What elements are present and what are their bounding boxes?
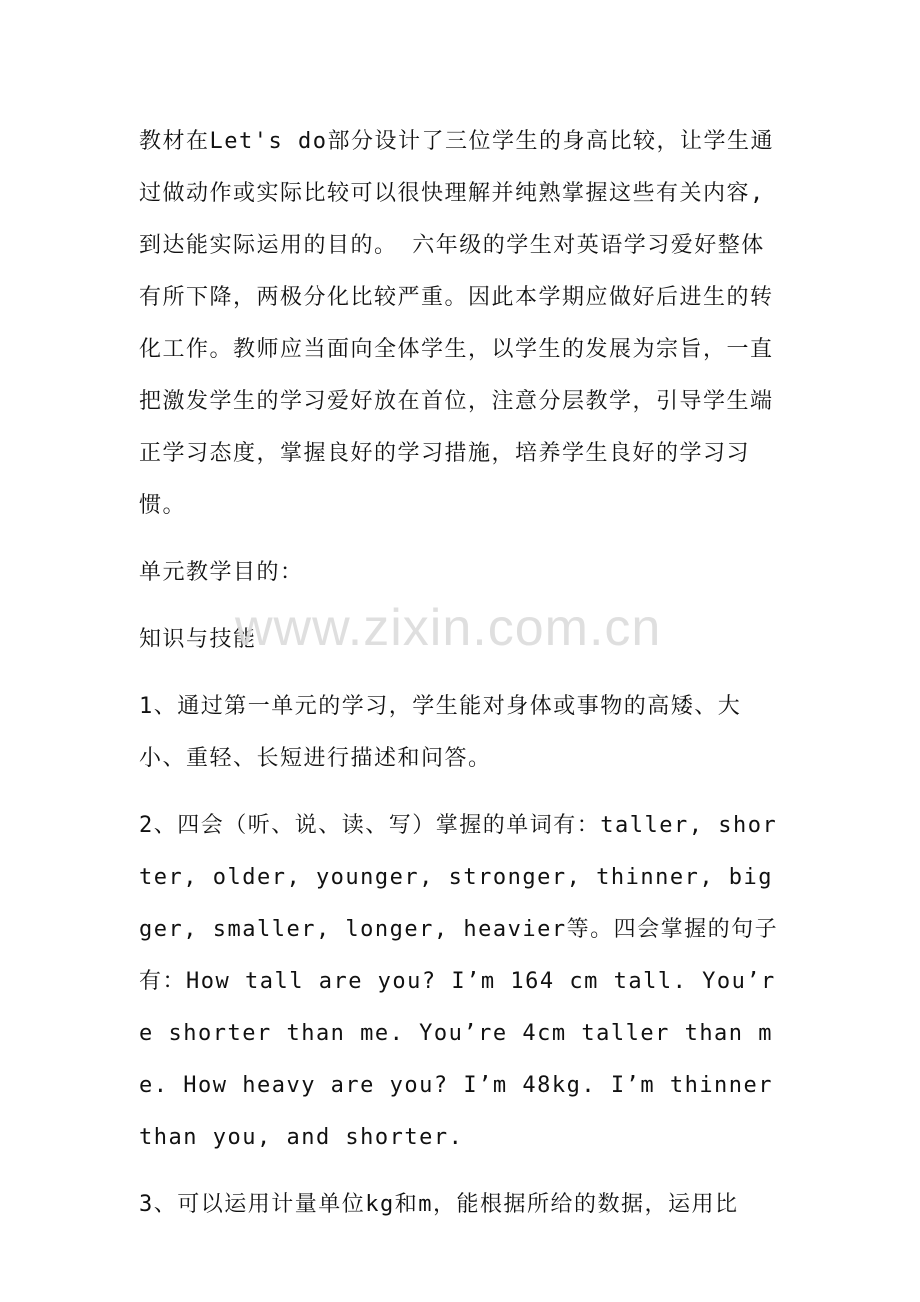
site-watermark: www.zixin.com.cn bbox=[235, 599, 662, 657]
goal-item-1: 1、通过第一单元的学习，学生能对身体或事物的高矮、大小、重轻、长短进行描述和问答。 bbox=[139, 694, 742, 771]
unit-goals-heading: 单元教学目的： bbox=[139, 560, 304, 585]
goal-item-2: 2、四会（听、说、读、写）掌握的单词有：taller, shorter, older, younger, stronger, thinner, bigger, smaller, longer, heavier等。四会掌握的句子有：How tall are you? I’m 164 cm tall. You’re shorter than me. You’re 4cm taller than me. How heavy are you? I’m 48kg. I’m thinner than you, and shorter. bbox=[139, 813, 779, 1150]
goal-item-3: 3、可以运用计量单位kg和m，能根据所给的数据，运用比 bbox=[139, 1192, 739, 1217]
document-body bbox=[139, 116, 784, 1231]
intro-paragraph: 教材在Let's do部分设计了三位学生的身高比较，让学生通过做动作或实际比较可以很快理解并纯熟掌握这些有关内容,到达能实际运用的目的。 六年级的学生对英语学习爱好整体有所下降，两极分化比较严重。因此本学期应做好后进生的转化工作。教师应当面向全体学生，以学生的发展为宗旨，一直把激发学生的学习爱好放在首位，注意分层教学，引导学生端正学习态度，掌握良好的学习措施，培养学生良好的学习习惯。 bbox=[139, 129, 774, 518]
knowledge-skills-heading: 知识与技能 bbox=[139, 627, 257, 652]
